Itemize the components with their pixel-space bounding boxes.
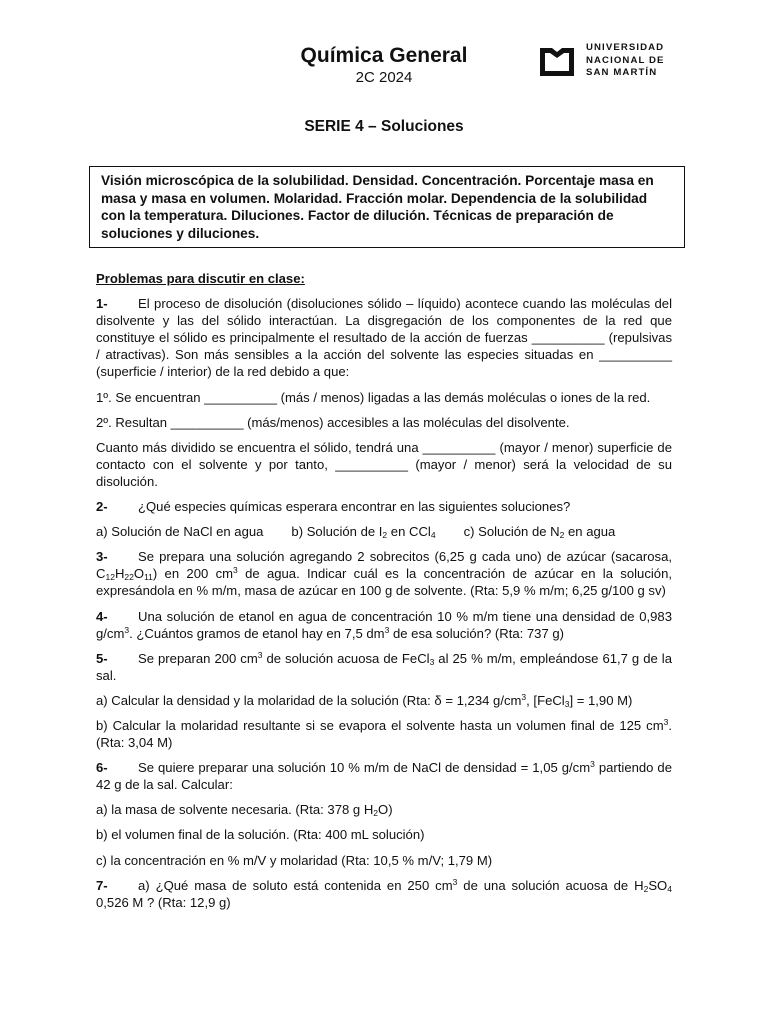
problem-3: 3- Se prepara una solución agregando 2 sobrecitos (6,25 g cada uno) de azúcar (sacarosa, $C_{12}H_{22}O_{11}$) en 200 $cm^3$ de agua. Indicar cuál es la concentración de azúcar en la solución, expresándola en % m/m, masa de azúcar en 100 g de solvente. (Rta: 5,9 % m/m; 6,25 g/100 g sv) [96,549,672,599]
problem-5-b: b) Calcular la molaridad resultante si se evapora el solvente hasta un volumen final de 125 $cm^3$. (Rta: 3,04 M) [96,716,672,751]
problem-6-b: b) el volumen final de la solución. (Rta: 400 mL solución) [96,827,425,843]
book-bracket-logo-icon [538,46,576,78]
problem-4: 4- Una solución de etanol en agua de concentración 10 % m/m tiene una densidad de 0,983 $g/cm^3$. ¿Cuántos gramos de etanol hay en 7,5 $dm^3$ de esa solución? (Rta: 737 g) [96,608,672,641]
problem-6-c: c) la concentración en % m/V y molaridad (Rta: 10,5 % m/V; 1,79 M) [96,852,493,868]
option-b: b) Solución de $I_2$ en CCl$_4$ [291,524,436,541]
problem-6: 6- Se quiere preparar una solución 10 % m/m de NaCl de densidad = 1,05 $g/cm^3$ partiendo de 42 g de la sal. Calcular: [96,759,672,793]
topics-box: Visión microscópica de la solubilidad. Densidad. Concentración. Porcentaje masa en masa y masa en volumen. Molaridad. Fracción molar. Dependencia de la solubilidad con la temperatura. Diluciones. Factor de dilución. Técnicas de preparación de soluciones y diluciones. [89,166,685,248]
problem-number: 7- [96,877,108,893]
problem-number: 5- [96,650,108,666]
problems-section [96,270,672,919]
problem-number: 6- [96,760,108,776]
problem-1-item-1: 1º. Se encuentran __________ (más / menos) ligadas a las demás moléculas o iones de la red. [96,389,651,405]
problem-number: 4- [96,608,108,624]
course-title: Química General [300,44,468,67]
problem-text: El proceso de disolución (disoluciones sólido – líquido) acontece cuando las moléculas del disolvente y las del sólido interactúan. La disgregación de los componentes de la red que constituye el sólido es principalmente el resultado de la acción de fuerzas __________ (repulsivas / atractivas). Son más sensibles a la acción del solvente las especies situadas en __________ (superficie / interior) de la red debido a que: [96,296,672,380]
problem-number: 3- [96,549,108,565]
problem-text: ¿Qué especies químicas esperara encontrar en las siguientes soluciones? [138,499,571,515]
problem-1-closing: Cuanto más dividido se encuentra el sólido, tendrá una __________ (mayor / menor) superficie de contacto con el solvente y por tanto, __________ (mayor / menor) será la velocidad de su disolución. [96,439,672,489]
section-title: Problemas para discutir en clase: [96,271,305,286]
document-header [0,42,768,122]
option-a: a) Solución de NaCl en agua [96,524,264,540]
logo-line: SAN MARTÍN [586,67,658,78]
serie-title: SERIE 4 – Soluciones [304,118,464,135]
option-c: c) Solución de $N_2$ en agua [463,524,616,541]
problem-5-a: a) Calcular la densidad y la molaridad de la solución (Rta: δ = 1,234 $g/cm^3$, [FeCl$_3$] = 1,90 M) [96,691,633,709]
problem-number: 1- [96,296,108,312]
problem-1 [96,295,672,380]
university-name [586,42,665,80]
problem-number: 2- [96,499,108,515]
problem-1-item-2: 2º. Resultan __________ (más/menos) accesibles a las moléculas del disolvente. [96,414,570,430]
problem-7: 7- a) ¿Qué masa de soluto está contenida en 250 $cm^3$ de una solución acuosa de $H_2SO_4$ 0,526 M ? (Rta: 12,9 g) [96,876,672,910]
problem-5: 5- Se preparan 200 $cm^3$ de solución acuosa de FeCl$_3$ al 25 % m/m, empleándose 61,7 g de la sal. [96,649,672,683]
logo-line: UNIVERSIDAD [586,42,665,53]
problem-2 [96,498,672,515]
problem-6-a: a) la masa de solvente necesaria. (Rta: 378 g $H_2O$) [96,802,393,819]
problem-2-options [96,523,672,540]
logo-line: NACIONAL DE [586,54,665,66]
course-term: 2C 2024 [355,69,413,86]
university-logo [538,42,708,82]
